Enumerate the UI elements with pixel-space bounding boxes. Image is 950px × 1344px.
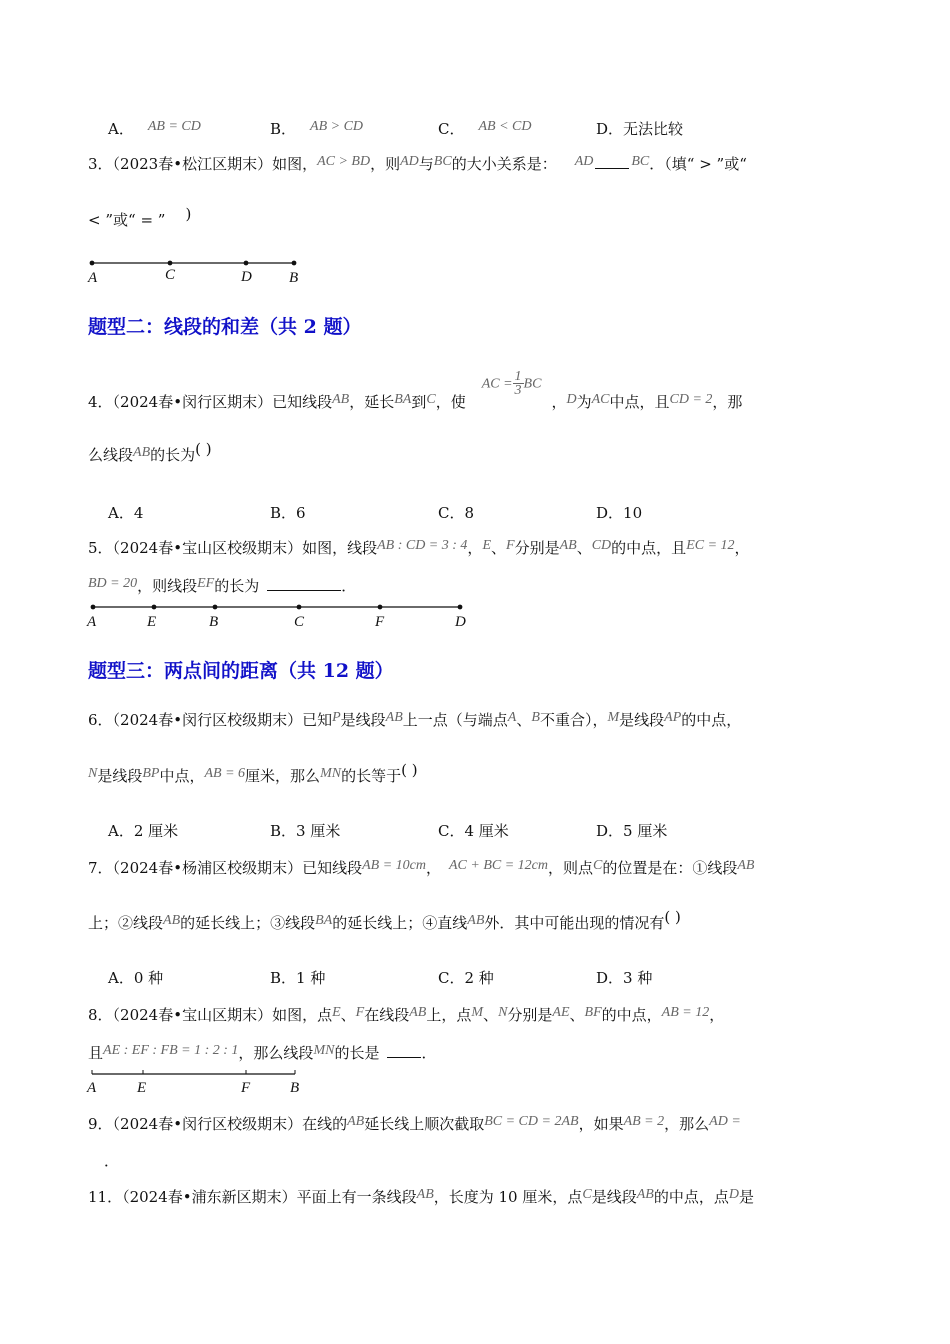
q5-point-d (458, 605, 463, 610)
q8-label-e: E (137, 1080, 147, 1096)
q5-answer-blank[interactable] (267, 576, 341, 591)
q2-option-c[interactable]: C． AB < CD (438, 119, 532, 138)
q6-line2: N是线段BP中点，AB = 6厘米，那么MN的长等于( ) (88, 761, 418, 785)
q3-point-a (90, 261, 95, 266)
q4-fraction-expr: AC = $\frac{1}{3}$ BC (481, 369, 542, 398)
q8-figure (80, 1064, 320, 1098)
q6-line1: 6．（2024春•闵行区校级期末）已知P是线段AB上一点（与端点A、B不重合），M是线段AP的中点， (88, 710, 742, 729)
q3-label-a: A (88, 270, 98, 286)
q6-option-b[interactable]: B．3 厘米 (270, 822, 341, 840)
q7-line1: 7．（2024春•杨浦区校级期末）已知线段AB = 10cm， AC + BC = 12cm，则点C的位置是在：①线段AB (88, 858, 755, 877)
q5-point-a (91, 605, 96, 610)
q5-label-f: F (375, 614, 385, 630)
q6-option-a[interactable]: A．2 厘米 (108, 822, 179, 840)
q2-option-b[interactable]: B． AB > CD (270, 119, 364, 138)
q3-point-d (244, 261, 249, 266)
q8-label-b: B (290, 1080, 300, 1096)
q3-line1: 3．（2023春•松江区期末）如图，AC > BD，则AD与BC的大小关系是： AD BC．（填“ > ”或“ (88, 154, 747, 173)
q8-label-f: F (241, 1080, 251, 1096)
section-heading-2: 题型二：线段的和差（共 2 题） (88, 316, 362, 338)
q5-figure (80, 596, 480, 632)
q3-answer-blank[interactable] (595, 154, 629, 169)
q3-point-c (168, 261, 173, 266)
q5-label-b: B (209, 614, 219, 630)
q7-option-b[interactable]: B．1 种 (270, 969, 326, 987)
q4-option-b[interactable]: B．6 (270, 504, 306, 522)
q5-point-c (297, 605, 302, 610)
q8-label-a: A (87, 1080, 97, 1096)
q4-line2: 么线段AB的长为( ) (88, 440, 212, 464)
q9-line2: ． (104, 1152, 120, 1170)
q5-point-e (152, 605, 157, 610)
q3-line2: < ”或“ = ” ) (88, 205, 192, 229)
q6-option-c[interactable]: C．4 厘米 (438, 822, 509, 840)
q8-line2: 且AE : EF : FB = 1 : 2 : 1，那么线段MN的长是 ． (88, 1043, 437, 1062)
q5-label-e: E (147, 614, 157, 630)
q6-option-d[interactable]: D．5 厘米 (596, 822, 668, 840)
q5-point-f (378, 605, 383, 610)
q3-point-b (292, 261, 297, 266)
q5-point-b (213, 605, 218, 610)
q3-label-c: C (165, 267, 176, 283)
q2-option-d[interactable]: D．无法比较 (596, 120, 684, 138)
q4-option-c[interactable]: C．8 (438, 504, 475, 522)
q5-line1: 5．（2024春•宝山区校级期末）如图，线段AB : CD = 3 : 4，E、F分别是AB、CD的中点，且EC = 12， (88, 538, 750, 557)
q3-label-d: D (241, 269, 252, 285)
q8-line1: 8．（2024春•宝山区期末）如图，点E、F在线段AB上，点M、N分别是AE、BF的中点，AB = 12， (88, 1005, 725, 1024)
q4-option-a[interactable]: A．4 (108, 504, 144, 522)
q3-label-b: B (289, 270, 299, 286)
section-heading-3: 题型三：两点间的距离（共 12 题） (88, 660, 394, 682)
q8-answer-blank[interactable] (387, 1043, 421, 1058)
q5-label-d: D (455, 614, 466, 630)
q11-line1: 11．（2024春•浦东新区期末）平面上有一条线段AB，长度为 10 厘米，点C是线段AB的中点，点D是 (88, 1187, 754, 1206)
q3-figure (80, 252, 320, 288)
q5-line2: BD = 20，则线段EF的长为 ． (88, 576, 357, 595)
q4-line1: 4．（2024春•闵行区期末）已知线段AB，延长BA到C，使AC = $\frac{1}{3}$ BC，D为AC中点，且CD = 2，那 (88, 369, 743, 411)
q7-option-d[interactable]: D．3 种 (596, 969, 653, 987)
q7-option-c[interactable]: C．2 种 (438, 969, 494, 987)
q5-label-c: C (294, 614, 305, 630)
q7-line2: 上；②线段AB的延长线上；③线段BA的延长线上；④直线AB外．其中可能出现的情况有( ) (88, 908, 681, 932)
q7-option-a[interactable]: A．0 种 (108, 969, 164, 987)
q9-line1: 9．（2024春•闵行区校级期末）在线的AB延长线上顺次截取BC = CD = 2AB，如果AB = 2，那么AD = (88, 1114, 741, 1133)
fraction: $\frac{1}{3}$ (514, 369, 522, 398)
q5-label-a: A (87, 614, 97, 630)
q4-option-d[interactable]: D．10 (596, 504, 643, 522)
q2-option-a[interactable]: A． AB = CD (108, 119, 201, 138)
